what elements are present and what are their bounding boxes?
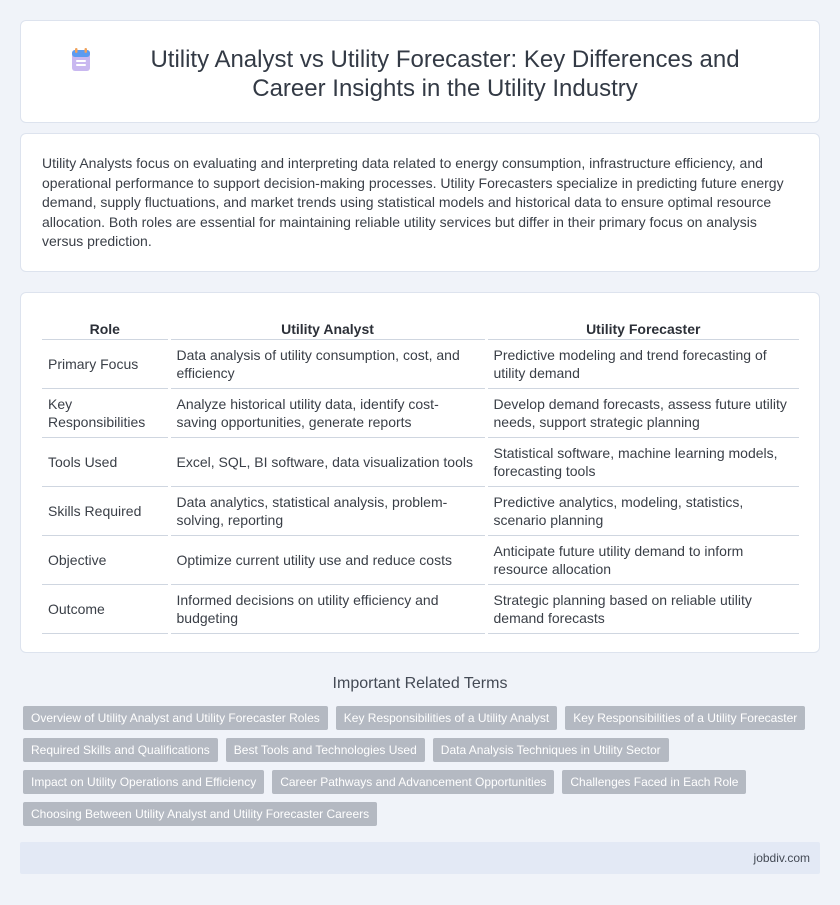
header-role: Role bbox=[42, 313, 169, 339]
header-card bbox=[20, 20, 820, 123]
forecaster-cell: Develop demand forecasts, assess future utility needs, support strategic planning bbox=[486, 388, 799, 437]
forecaster-cell: Statistical software, machine learning models, forecasting tools bbox=[486, 437, 799, 486]
row-label: Skills Required bbox=[42, 486, 169, 535]
table-row bbox=[42, 437, 799, 486]
table-row bbox=[42, 535, 799, 584]
comparison-table bbox=[42, 313, 799, 634]
comparison-card bbox=[20, 292, 820, 653]
forecaster-cell: Anticipate future utility demand to inform resource allocation bbox=[486, 535, 799, 584]
analyst-cell: Informed decisions on utility efficiency and budgeting bbox=[169, 584, 486, 633]
related-term-tag[interactable]: Impact on Utility Operations and Efficiency bbox=[23, 770, 264, 794]
related-term-tag[interactable]: Required Skills and Qualifications bbox=[23, 738, 218, 762]
table-row bbox=[42, 584, 799, 633]
analyst-cell: Analyze historical utility data, identify cost-saving opportunities, generate reports bbox=[169, 388, 486, 437]
row-label: Objective bbox=[42, 535, 169, 584]
related-term-tag[interactable]: Key Responsibilities of a Utility Forecaster bbox=[565, 706, 805, 730]
table-header-row bbox=[42, 313, 799, 339]
analyst-cell: Data analysis of utility consumption, cost, and efficiency bbox=[169, 339, 486, 388]
related-term-tag[interactable]: Choosing Between Utility Analyst and Utility Forecaster Careers bbox=[23, 802, 377, 826]
row-label: Tools Used bbox=[42, 437, 169, 486]
page-title: Utility Analyst vs Utility Forecaster: Key Differences and Career Insights in the Utility Industry bbox=[150, 46, 740, 102]
table-row bbox=[42, 388, 799, 437]
row-label: Outcome bbox=[42, 584, 169, 633]
related-term-tag[interactable]: Career Pathways and Advancement Opportunities bbox=[272, 770, 554, 794]
intro-paragraph: Utility Analysts focus on evaluating and interpreting data related to energy consumption, infrastructure efficiency, and operational performance to support decision-making processes. Utility Forecasters specialize in predicting future energy demand, supply fluctuations, and market trends using statistical models and historical data to ensure optimal resource allocation. Both roles are essential for maintaining reliable utility services but differ in their primary focus on analysis versus prediction. bbox=[42, 155, 784, 249]
related-terms-list bbox=[23, 706, 813, 826]
forecaster-cell: Predictive modeling and trend forecasting of utility demand bbox=[486, 339, 799, 388]
table-row bbox=[42, 486, 799, 535]
table-row bbox=[42, 339, 799, 388]
footer bbox=[20, 842, 820, 874]
intro-card bbox=[20, 133, 820, 272]
forecaster-cell: Predictive analytics, modeling, statistics, scenario planning bbox=[486, 486, 799, 535]
analyst-cell: Excel, SQL, BI software, data visualization tools bbox=[169, 437, 486, 486]
header-utility-forecaster: Utility Forecaster bbox=[486, 313, 799, 339]
related-term-tag[interactable]: Key Responsibilities of a Utility Analyst bbox=[336, 706, 557, 730]
analyst-cell: Optimize current utility use and reduce costs bbox=[169, 535, 486, 584]
related-term-tag[interactable]: Overview of Utility Analyst and Utility Forecaster Roles bbox=[23, 706, 328, 730]
forecaster-cell: Strategic planning based on reliable utility demand forecasts bbox=[486, 584, 799, 633]
related-term-tag[interactable]: Data Analysis Techniques in Utility Sector bbox=[433, 738, 669, 762]
analyst-cell: Data analytics, statistical analysis, problem-solving, reporting bbox=[169, 486, 486, 535]
related-term-tag[interactable]: Best Tools and Technologies Used bbox=[226, 738, 425, 762]
header-utility-analyst: Utility Analyst bbox=[169, 313, 486, 339]
row-label: Primary Focus bbox=[42, 339, 169, 388]
related-terms-title: Important Related Terms bbox=[332, 675, 508, 692]
row-label: Key Responsibilities bbox=[42, 388, 169, 437]
footer-site-link[interactable]: jobdiv.com bbox=[753, 851, 810, 865]
related-term-tag[interactable]: Challenges Faced in Each Role bbox=[562, 770, 746, 794]
